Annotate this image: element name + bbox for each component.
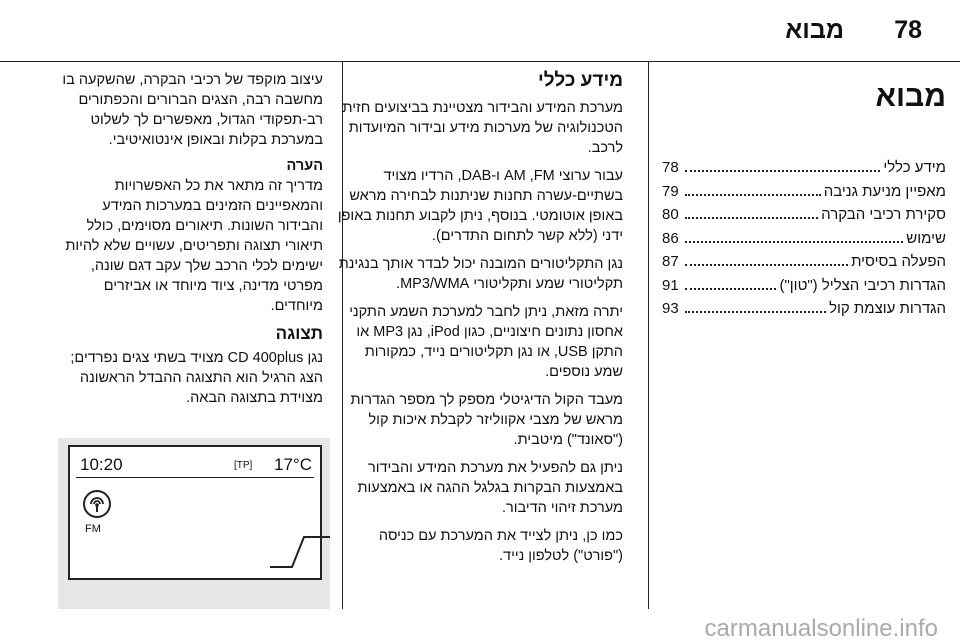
toc-entry-label: מידע כללי: [883, 159, 946, 176]
general-info-column: [336, 70, 623, 574]
column-divider: [648, 62, 649, 609]
display-separator: [76, 477, 314, 478]
chapter-title: מבוא: [875, 80, 946, 113]
toc-entry-page: 86: [662, 229, 679, 247]
intro-paragraph: עיצוב מוקפד של רכיבי הבקרה, שהשקעה בו מחשבה רבה, הצגים הברורים והכפתורים רב-תפקודי הגדול, מאפשרים לך לשלוט במערכת בקלות ובאופן אינטואיטיבי.: [62, 72, 323, 148]
toc-column: [662, 80, 946, 324]
note-paragraph: מדריך זה מתאר את כל האפשרויות והמאפיינים הזמינים במערכות המידע והבידור השונות. תיאורים מסוימים, כולל תיאורי תצוגה ותפריטים, עשויים שלא להיות ישימים לכלי הרכב שלך עקב דגם שונה, מפרטי מדינה, ציוד מיוחד או אביזרים מיוחדים.: [65, 178, 323, 314]
toc-entry-page: 80: [662, 206, 679, 223]
left-text-column: [58, 70, 323, 416]
subsection-title: תצוגה: [275, 324, 323, 343]
toc-dot-leader: [685, 170, 880, 172]
body-paragraph: יתרה מזאת, ניתן לחבר למערכת השמע התקני אחסון נתונים חיצוניים, כגון iPod, נגן MP3 או התקן USB, או נגן תקליטורים נייד, כמקורות שמע נוספים.: [349, 304, 623, 380]
toc-list: [662, 159, 946, 324]
toc-dot-leader: [685, 241, 903, 243]
page-header: [0, 0, 960, 62]
waveform-graphic: [270, 531, 330, 571]
toc-dot-leader: [685, 311, 826, 313]
header-divider: [0, 61, 960, 62]
header-section-title: מבוא: [785, 16, 844, 44]
body-paragraph: כמו כן, ניתן לצייד את המערכת עם כניסה ("פורט") לטלפון נייד.: [378, 528, 623, 564]
radio-display-screen: [68, 445, 322, 580]
toc-entry[interactable]: [662, 206, 946, 230]
toc-entry-label: הפעלה בסיסית: [851, 253, 946, 270]
toc-entry-label: הגדרות רכיבי הצליל ("טון"): [779, 276, 946, 294]
display-clock: 10:20: [80, 455, 123, 474]
display-paragraph: נגן CD 400plus מצויד בשתי צגים נפרדים; הצג הרגיל הוא התצוגה ההבדל הראשונה מצוידת בתצוגה הבאה.: [70, 350, 323, 406]
toc-entry-label: סקירת רכיבי הבקרה: [821, 206, 946, 223]
toc-entry-page: 79: [662, 182, 679, 200]
toc-entry[interactable]: [662, 300, 946, 324]
toc-entry-page: 93: [662, 300, 679, 317]
toc-entry[interactable]: [662, 253, 946, 277]
toc-entry[interactable]: [662, 159, 946, 183]
body-paragraph: ניתן גם להפעיל את מערכת המידע והבידור באמצעות הבקרות בגלגל ההגה או באמצעות מערכת זיהוי הדיבור.: [357, 460, 623, 516]
toc-entry[interactable]: [662, 230, 946, 254]
toc-entry-label: שימוש: [906, 229, 946, 247]
toc-entry[interactable]: [662, 183, 946, 207]
toc-entry-page: 87: [662, 253, 679, 270]
page-number: 78: [894, 16, 922, 44]
toc-entry[interactable]: [662, 277, 946, 301]
body-paragraph: עבור ערוצי AM ,FM ו-DAB, הרדיו מצויד בשתיים-עשרה תחנות שניתנות לבחירה מראש באופן אוטומטי. בנוסף, ניתן לקבוע תחנות באופן ידני (ללא קשר לתחום התדרים).: [337, 168, 623, 244]
watermark: carmanualsonline.info: [704, 615, 938, 642]
radio-broadcast-icon: [82, 489, 112, 519]
body-paragraph: נגן התקליטורים המובנה יכול לבדר אותך בנגינת תקליטורי שמע ותקליטורי MP3/WMA.: [338, 256, 623, 292]
toc-entry-label: הגדרות עוצמת קול: [829, 300, 946, 317]
outside-temperature: 17°C: [274, 455, 312, 474]
body-paragraph: מערכת המידע והבידור מצטיינת בביצועים חזית הטכנולוגיה של מערכות מידע ובידור המיועדות לרכב.: [342, 100, 623, 156]
note-title: הערה: [286, 158, 323, 174]
toc-dot-leader: [685, 288, 776, 290]
traffic-program-indicator: [TP]: [234, 460, 253, 471]
section-title: מידע כללי: [537, 70, 623, 91]
toc-entry-label: מאפיין מניעת גניבה: [823, 182, 946, 200]
toc-dot-leader: [685, 194, 821, 196]
toc-dot-leader: [685, 217, 818, 219]
toc-entry-page: 91: [662, 276, 679, 294]
toc-entry-page: 78: [662, 159, 679, 176]
toc-dot-leader: [685, 264, 848, 266]
band-label: FM: [85, 523, 101, 535]
body-paragraph: מעבד הקול הדיגיטלי מספק לך מספר הגדרות מראש של מצבי אקווליזר לקבלת איכות קול ("סאונד") מיטבית.: [350, 392, 623, 448]
display-illustration: [58, 438, 330, 609]
